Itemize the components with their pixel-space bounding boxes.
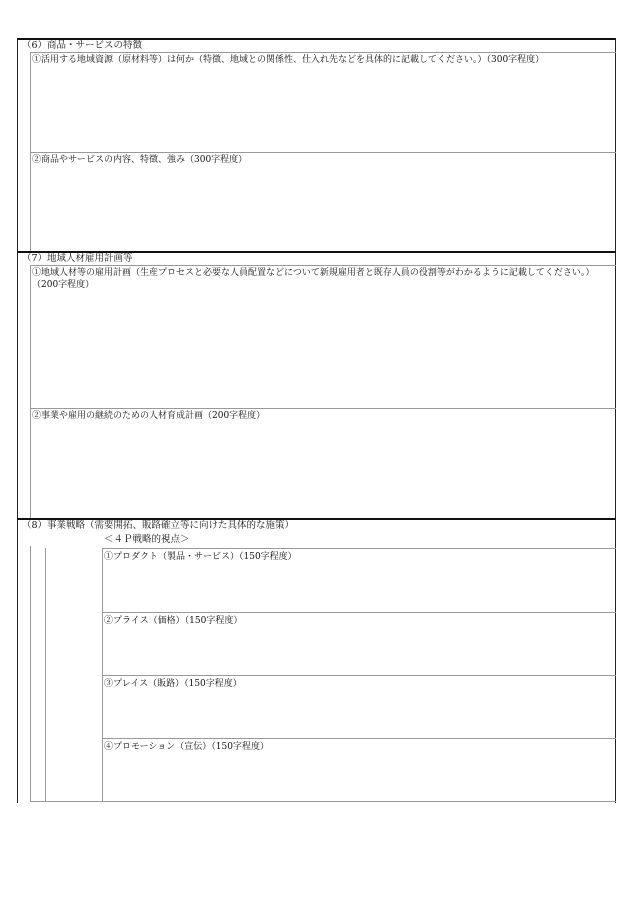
section-6-q2-label: ②商品やサービスの内容、特徴、強み（300字程度） — [32, 155, 248, 165]
section-6-q2-box[interactable] — [30, 152, 616, 252]
product-label: ①プロダクト（製品・サービス）（150字程度） — [104, 552, 297, 562]
section-6-heading: （6）商品・サービスの特徴 — [22, 40, 143, 51]
section-8-bottom-line — [30, 801, 102, 802]
section-6-q1-label: ①活用する地域資源（原材料等）は何か（特徴、地域との関係性、仕入れ先などを具体的に記載してください。）（300字程度） — [32, 55, 545, 65]
section-8-heading: （8）事業戦略（需要開拓、販路確立等に向けた具体的な施策） — [22, 520, 295, 531]
section-6-q1-box[interactable] — [30, 52, 616, 152]
section-7-q2-box[interactable] — [30, 408, 616, 519]
4p-subheading: ＜４Ｐ戦略的視点＞ — [104, 534, 190, 545]
section-8-inner-line-2 — [45, 548, 46, 802]
price-label: ②プライス（価格）（150字程度） — [104, 616, 243, 626]
section-8-inner-line-1 — [30, 546, 31, 802]
section-7-q1-label: ①地域人材等の雇用計画（生産プロセスと必要な人員配置などについて新規雇用者と既存人員の役割等がわかるように記載してください。） （200字程度） — [32, 268, 595, 290]
section-7-q2-label: ②事業や雇用の継続のための人材育成計画（200字程度） — [32, 411, 266, 421]
place-label: ③プレイス（販路）（150字程度） — [104, 679, 242, 689]
section-7-heading: （7）地域人材雇用計画等 — [22, 253, 133, 264]
promotion-label: ④プロモーション（宣伝）（150字程度） — [104, 742, 269, 752]
